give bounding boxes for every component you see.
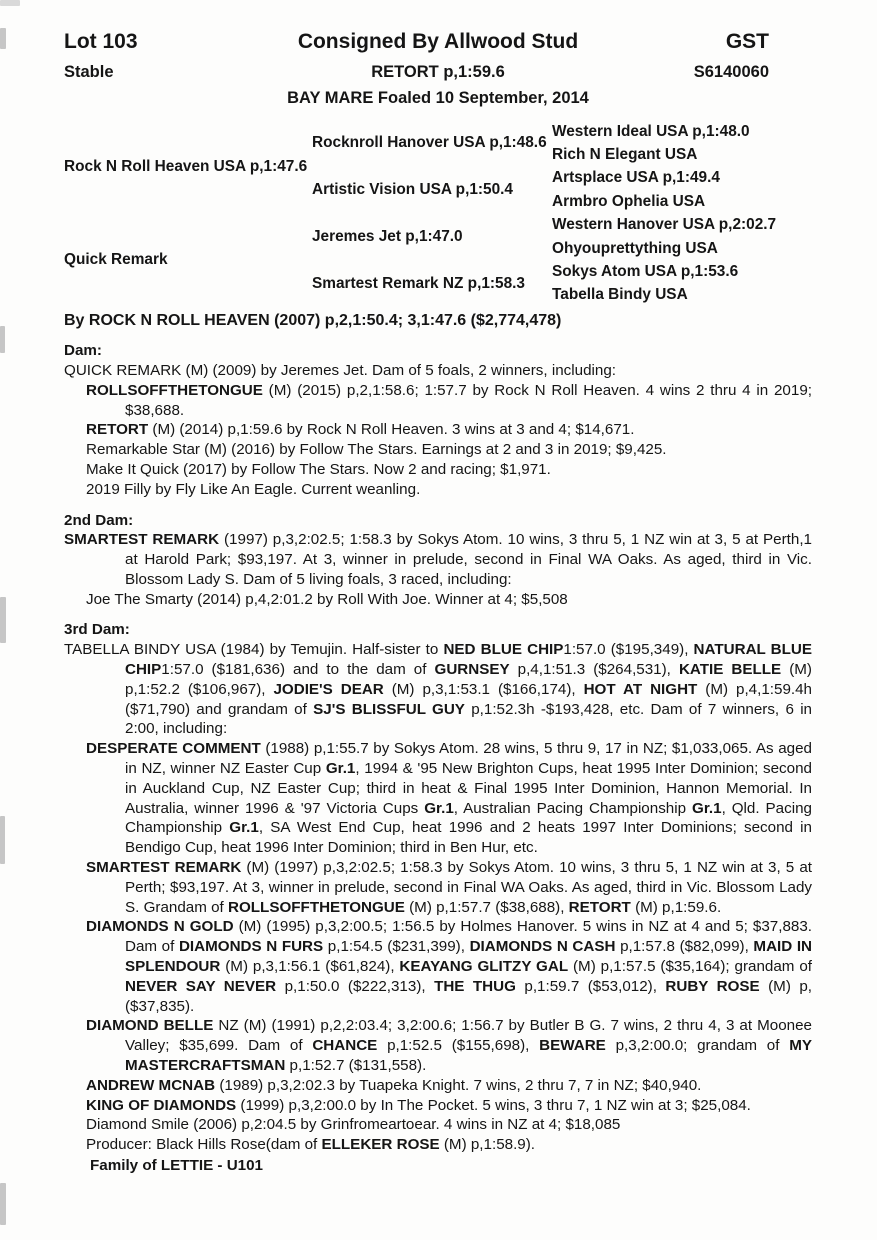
pedigree-gen3-name-8: Tabella Bindy USA — [552, 286, 688, 304]
section-heading-second-dam: 2nd Dam: — [64, 511, 134, 529]
dam-entry: TABELLA BINDY USA (1984) by Temujin. Half-sister to NED BLUE CHIP1:57.0 ($195,349), NATURAL BLUE CHIP1:57.0 ($181,636) and to the dam of GURNSEY p,4,1:51.3 ($264,531), KATIE BELLE (M) p,1:52.2 ($106,967), JODIE'S DEAR (M) p,3,1:53.1 ($166,174), HOT AT NIGHT (M) p,4,1:59.4h ($71,790) and grandam of SJ'S BLISSFUL GUY p,1:52.3h -$193,428, etc. Dam of 7 winners, 6 in 2:00, including: — [64, 641, 813, 738]
scan-artifact — [0, 816, 5, 864]
family-line: Family of LETTIE - U101 — [90, 1157, 264, 1174]
pedigree-gen2-name-1: Rocknroll Hanover USA p,1:48.6 — [312, 134, 547, 152]
sire-by-line: By ROCK N ROLL HEAVEN (2007) p,2,1:50.4; 3,1:47.6 ($2,774,478) — [64, 312, 562, 330]
page-header — [64, 30, 812, 108]
progeny-entry: Producer: Black Hills Rose(dam of ELLEKER ROSE (M) p,1:58.9). — [86, 1136, 536, 1154]
pedigree-gen2-name-4: Smartest Remark NZ p,1:58.3 — [312, 274, 525, 292]
gst-label: GST — [725, 30, 769, 53]
lot-number: Lot 103 — [64, 30, 138, 53]
progeny-entry: DIAMONDS N GOLD (M) (1995) p,3,2:00.5; 1:56.5 by Holmes Hanover. 5 wins in NZ at 4 and 5; $37,883. Dam of DIAMONDS N FURS p,1:54.5 ($231,399), DIAMONDS N CASH p,1:57.8 ($82,099), MAID IN SPLENDOUR (M) p,3,1:56.1 ($61,824), KEAYANG GLITZY GAL (M) p,1:57.5 ($35,164); grandam of NEVER SAY NEVER p,1:50.0 ($222,313), THE THUG p,1:59.7 ($53,012), RUBY ROSE (M) p, ($37,835). — [86, 918, 813, 1015]
progeny-entry: Diamond Smile (2006) p,2:04.5 by Grinfromeartoear. 4 wins in NZ at 4; $18,085 — [86, 1116, 621, 1134]
progeny-entry: Remarkable Star (M) (2016) by Follow The Stars. Earnings at 2 and 3 in 2019; $9,425. — [86, 441, 667, 459]
scan-artifact — [0, 326, 5, 353]
section-heading-third-dam: 3rd Dam: — [64, 621, 130, 639]
pedigree-gen1-name-2: Quick Remark — [64, 251, 168, 269]
pedigree-gen3-name-1: Western Ideal USA p,1:48.0 — [552, 122, 750, 140]
section-heading-dam: Dam: — [64, 342, 102, 360]
pedigree-gen1-name-1: Rock N Roll Heaven USA p,1:47.6 — [64, 157, 308, 175]
pedigree-gen3-name-3: Artsplace USA p,1:49.4 — [552, 169, 720, 187]
stable-label: Stable — [64, 63, 114, 81]
pedigree-gen3-name-7: Sokys Atom USA p,1:53.6 — [552, 263, 739, 281]
scan-artifact — [0, 0, 20, 6]
foaling-description: BAY MARE Foaled 10 September, 2014 — [287, 89, 589, 107]
scan-artifact — [0, 28, 6, 49]
section-dam — [64, 341, 812, 499]
progeny-entry: Make It Quick (2017) by Follow The Stars. Now 2 and racing; $1,971. — [86, 460, 551, 478]
dam-entry: SMARTEST REMARK (1997) p,3,2:02.5; 1:58.3 by Sokys Atom. 10 wins, 3 thru 5, 1 NZ win at 3, 5 at Perth,1 at Harold Park; $93,197. At 3, winner in prelude, second in Final WA Oaks. As aged, third in Vic. Blossom Lady S. Dam of 5 living foals, 3 raced, including: — [64, 531, 812, 588]
pedigree-gen2-name-2: Artistic Vision USA p,1:50.4 — [312, 181, 513, 199]
progeny-entry: ROLLSOFFTHETONGUE (M) (2015) p,2,1:58.6; 1:57.7 by Rock N Roll Heaven. 4 wins 2 thru 4 in 2019; $38,688. — [86, 381, 812, 419]
pedigree-gen3-name-2: Rich N Elegant USA — [552, 146, 698, 164]
section-second-dam — [64, 511, 812, 610]
progeny-entry: Joe The Smarty (2014) p,4,2:01.2 by Roll With Joe. Winner at 4; $5,508 — [86, 590, 568, 608]
pedigree-gen3-name-4: Armbro Ophelia USA — [552, 192, 706, 210]
pedigree-table — [64, 120, 812, 307]
registration-number: S6140060 — [693, 63, 769, 81]
progeny-entry: SMARTEST REMARK (M) (1997) p,3,2:02.5; 1:58.3 by Sokys Atom. 10 wins, 3 thru 5, 1 NZ win at 3, 5 at Perth; $93,197. At 3, winner in prelude, second in Final WA Oaks. As aged, third in Vic. Blossom Lady S. Grandam of ROLLSOFFTHETONGUE (M) p,1:57.7 ($38,688), RETORT (M) p,1:59.6. — [86, 859, 812, 916]
pedigree-gen2-name-3: Jeremes Jet p,1:47.0 — [312, 227, 463, 245]
consignor-title: Consigned By Allwood Stud — [297, 30, 579, 53]
progeny-entry: DESPERATE COMMENT (1988) p,1:55.7 by Sokys Atom. 28 wins, 5 thru 9, 17 in NZ; $1,033,065. As aged in NZ, winner NZ Easter Cup Gr.1, 1994 & '95 New Brighton Cups, heat 1995 Inter Dominion; second in Auckland Cup, NZ Easter Cup; third in heat & Final 1995 Inter Dominion, Hannon Memorial. In Australia, winner 1996 & '97 Victoria Cups Gr.1, Australian Pacing Championship Gr.1, Qld. Pacing Championship Gr.1, SA West End Cup, heat 1996 and 2 heats 1997 Inter Dominions; second in Bendigo Cup, heat 1996 Inter Dominion; third in Ben Hur, etc. — [86, 740, 812, 857]
dam-entry: QUICK REMARK (M) (2009) by Jeremes Jet. Dam of 5 foals, 2 winners, including: — [64, 361, 617, 379]
section-third-dam — [64, 620, 812, 1175]
pedigree-gen3-name-6: Ohyouprettything USA — [552, 239, 718, 257]
progeny-entry: RETORT (M) (2014) p,1:59.6 by Rock N Roll Heaven. 3 wins at 3 and 4; $14,671. — [86, 421, 635, 439]
scan-artifact — [0, 1183, 6, 1225]
progeny-entry: ANDREW MCNAB (1989) p,3,2:02.3 by Tuapeka Knight. 7 wins, 2 thru 7, 7 in NZ; $40,940. — [86, 1076, 702, 1094]
progeny-entry: DIAMOND BELLE NZ (M) (1991) p,2,2:03.4; 3,2:00.6; 1:56.7 by Butler B G. 7 wins, 2 thru 4, 3 at Moonee Valley; $35,699. Dam of CHANCE p,1:52.5 ($155,698), BEWARE p,3,2:00.0; grandam of MY MASTERCRAFTSMAN p,1:52.7 ($131,558). — [86, 1017, 813, 1075]
horse-name-record: RETORT p,1:59.6 — [371, 63, 505, 81]
pedigree-gen3-name-5: Western Hanover USA p,2:02.7 — [552, 216, 777, 234]
pedigree-sections — [64, 341, 812, 1176]
progeny-entry: 2019 Filly by Fly Like An Eagle. Current weanling. — [86, 480, 421, 498]
progeny-entry: KING OF DIAMONDS (1999) p,3,2:00.0 by In The Pocket. 5 wins, 3 thru 7, 1 NZ win at 3; $25,084. — [86, 1096, 751, 1114]
scan-artifact — [0, 597, 6, 643]
